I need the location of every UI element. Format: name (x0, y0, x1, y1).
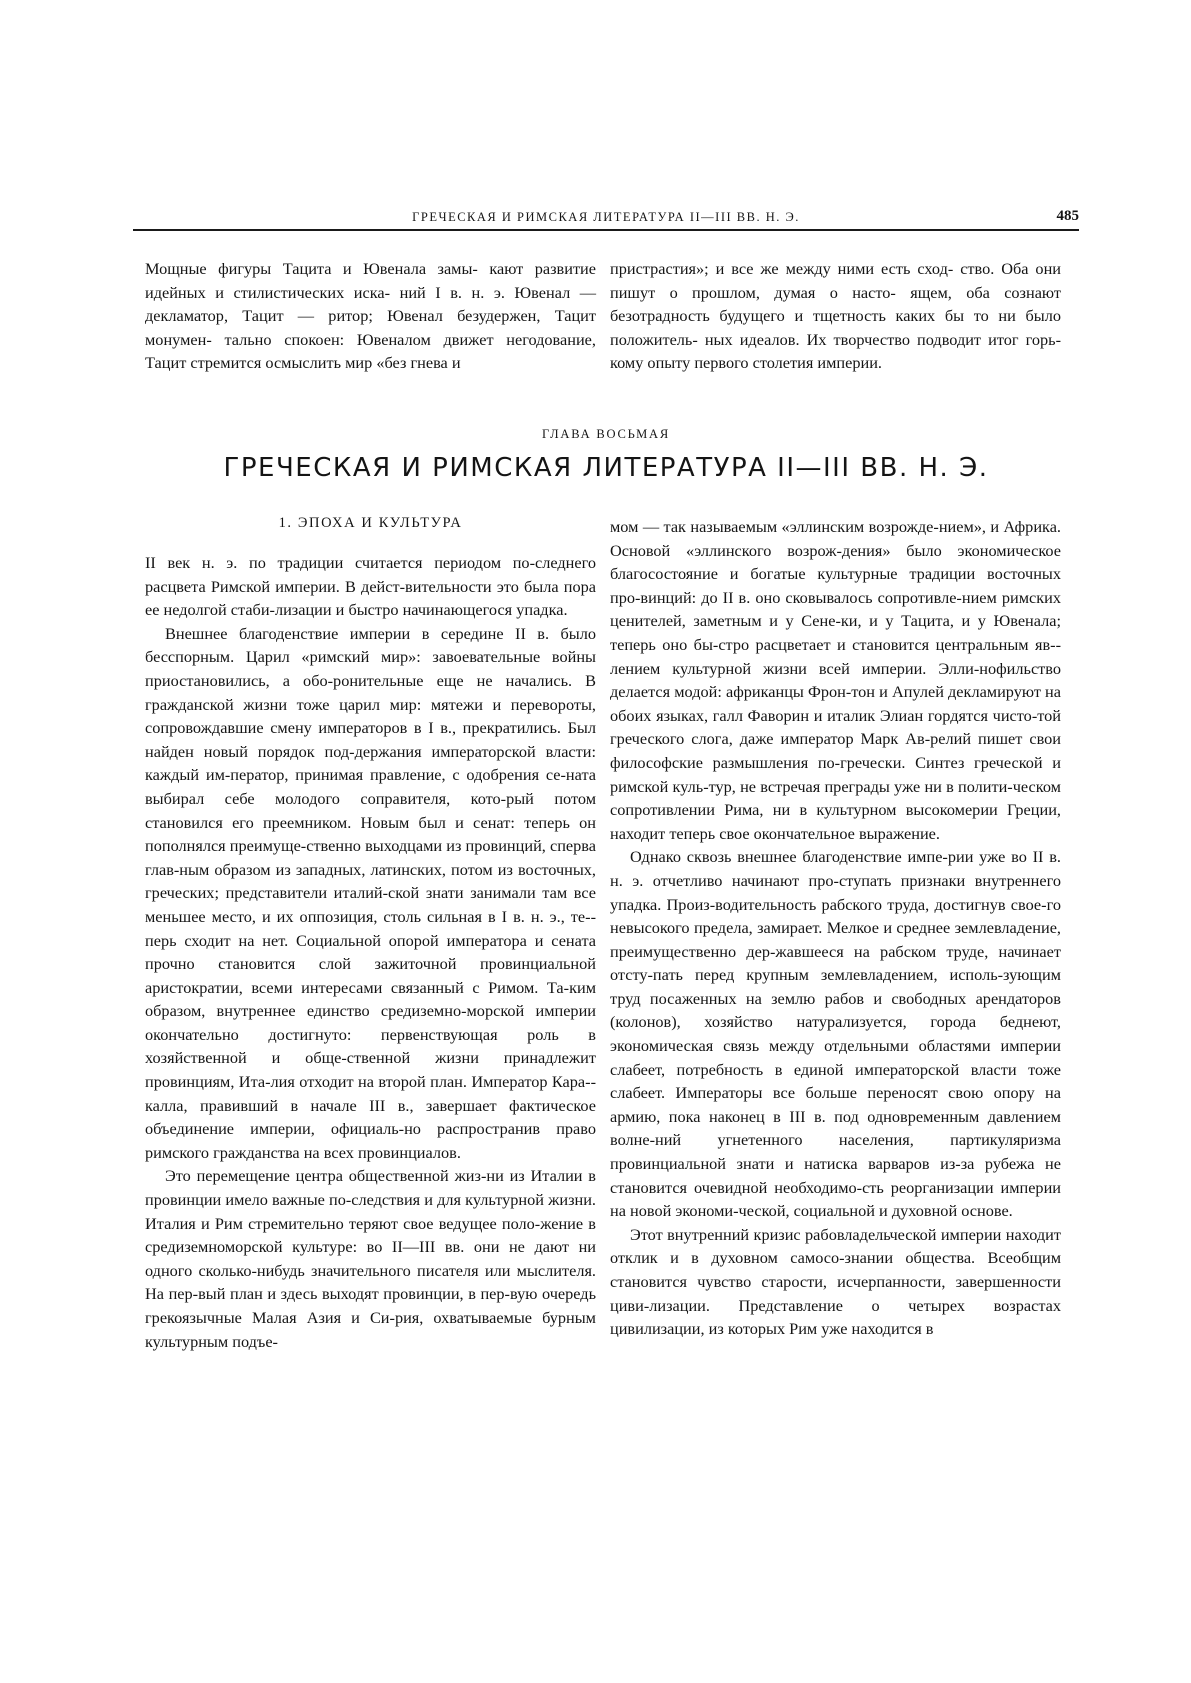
continuation-right-text (610, 257, 1061, 375)
continuation-left-column (145, 257, 596, 375)
continuation-left-line: ний I в. н. э. Ювенал — декламатор, Тацит — (145, 282, 597, 326)
running-head (133, 208, 1079, 228)
chapter-label: ГЛАВА ВОСЬМАЯ (542, 427, 670, 441)
continuation-left-line: тально спокоен: Ювеналом движет негодование, (224, 329, 596, 349)
page-number: 485 (1056, 208, 1079, 224)
continuation-right-line: ство. Оба они пишут о прошлом, думая о насто- (610, 259, 1062, 302)
continuation-left-line: Мощные фигуры Тацита и Ювенала замы- (145, 259, 478, 278)
main-left-column (145, 551, 596, 1353)
paragraph: Однако сквозь внешнее благоденствие импе-рии уже во II в. н. э. отчетливо начинают про-ступать признаки внутреннего упадка. Произ-водительность рабского труда, достигнув свое-го невысокого предела, замирает. Мелкое и среднее землевладение, преимущественно дер-жавшееся на рабском труде, начинает отсту-пать перед крупным землевладением, исполь-зующим труд посаженных на землю рабов и свободных арендаторов (колонов), хозяйство натурализуется, города беднеют, экономическая связь между отдельными областями империи слабеет, потребность в единой императорской власти тоже слабеет. Императоры все больше переносят свою опору на армию, пока наконец в III в. под одновременным давлением волне-ний угнетенного населения, партикуляризма провинциальной знати и натиска варваров из-за рубежа не становится очевидной необходимо-сть реорганизации империи на новой экономи-ческой, социальной и духовной основе. (610, 847, 1061, 1221)
continuation-right-line: ящем, оба сознают безотрадность будущего и (610, 282, 1061, 326)
continuation-left-line: Тацит стремится осмыслить мир «без гнева и (145, 353, 461, 373)
continuation-left-line: ритор; Ювенал безудержен, Тацит монумен- (145, 306, 596, 349)
main-right-column (610, 515, 1061, 1341)
running-title: ГРЕЧЕСКАЯ И РИМСКАЯ ЛИТЕРАТУРА II—III ВВ. Н. Э. (412, 210, 800, 224)
continuation-right-column (610, 257, 1061, 375)
paragraph: Внешнее благоденствие империи в середине II в. было бесспорным. Царил «римский мир»: завоевательные войны приостановились, а обо-ронительные еще не начались. В гражданской жизни тоже царил мир: мятежи и перевороты, сопровождавшие смену императоров в I в., прекратились. Был найден новый порядок под-держания императорской власти: каждый им-ператор, принимая правление, с одобрения се-ната выбирал себе молодого соправителя, кото-рый потом становился его преемником. Новым был и сенат: теперь он пополнялся преимуще-ственно выходцами из провинций, сперва глав-ным образом из западных, латинских, потом из восточных, греческих; представители италий-ской знати занимали там все меньшее место, и их оппозиция, столь сильная в I в. н. э., те-перь сходит на нет. Социальной опорой императора и сената прочно становится слой зажиточной провинциальной аристократии, всеми интересами связанный с Римом. Та-ким образом, внутреннее единство средиземно-морской империи окончательно достигнуто: первенствующая роль в хозяйственной и обще-ственной жизни принадлежит провинциям, Ита-лия отходит на второй план. Император Кара-калла, правивший в начале III в., завершает фактическое объединение империи, официаль-но распространив право римского гражданства на всех провинциалов. (145, 623, 596, 1162)
continuation-right-line: тщетность каких бы то ни было положитель- (610, 306, 1062, 349)
continuation-right-line: пристрастия»; и все же между ними есть сход- (610, 259, 954, 278)
header-rule (133, 229, 1079, 231)
chapter-title: ГРЕЧЕСКАЯ И РИМСКАЯ ЛИТЕРАТУРА II—III ВВ. Н. Э. (223, 453, 989, 483)
continuation-left-line: кают развитие идейных и стилистических иска- (145, 259, 596, 302)
continuation-right-line: ных идеалов. Их творчество подводит итог горь- (704, 329, 1061, 349)
continuation-right-line: кому опыту первого столетия империи. (610, 353, 882, 373)
paragraph: II век н. э. по традиции считается периодом по-следнего расцвета Римской империи. В дейст-вительности это была пора ее недолгой стаби-лизации и быстро начинающегося упадка. (145, 553, 596, 620)
paragraph: Этот внутренний кризис рабовладельческой империи находит отклик и в духовном самосо-знании общества. Всеобщим становится чувство старости, исчерпанности, завершенности циви-лизации. Представление о четырех возрастах цивилизации, из которых Рим уже находится в (610, 1224, 1061, 1339)
paragraph: Это перемещение центра общественной жиз-ни из Италии в провинции имело важные по-следствия и для культурной жизни. Италия и Рим стремительно теряют свое ведущее поло-жение в средиземноморской культуре: во II—III вв. они не дают ни одного сколько-нибудь значительного писателя или мыслителя. На пер-вый план и здесь выходят провинции, в пер-вую очередь грекоязычные Малая Азия и Си-рия, охватываемые бурным культурным подъе- (145, 1166, 596, 1351)
section-heading: 1. ЭПОХА И КУЛЬТУРА (278, 515, 463, 531)
continuation-left-text (145, 257, 596, 375)
paragraph: мом — так называемым «эллинским возрожде-нием», и Африка. Основой «эллинского возрож-дения» было экономическое благосостояние и богатые культурные традиции восточных про-винций: до II в. оно сковывалось сопротивле-нием римских ценителей, заметным и у Сене-ки, и у Тацита, и у Ювенала; теперь оно бы-стро расцветает и становится центральным яв-лением культурной жизни всей империи. Элли-нофильство делается модой: африканцы Фрон-тон и Апулей декламируют на обоих языках, галл Фаворин и италик Элиан гордятся чисто-той греческого слога, даже император Марк Ав-релий пишет свои философские размышления по-гречески. Синтез греческой и римской куль-тур, не встречая преграды уже ни в полити-ческом сопротивлении Рима, ни в культурном высокомерии Греции, находит теперь свое окончательное выражение. (610, 517, 1061, 843)
